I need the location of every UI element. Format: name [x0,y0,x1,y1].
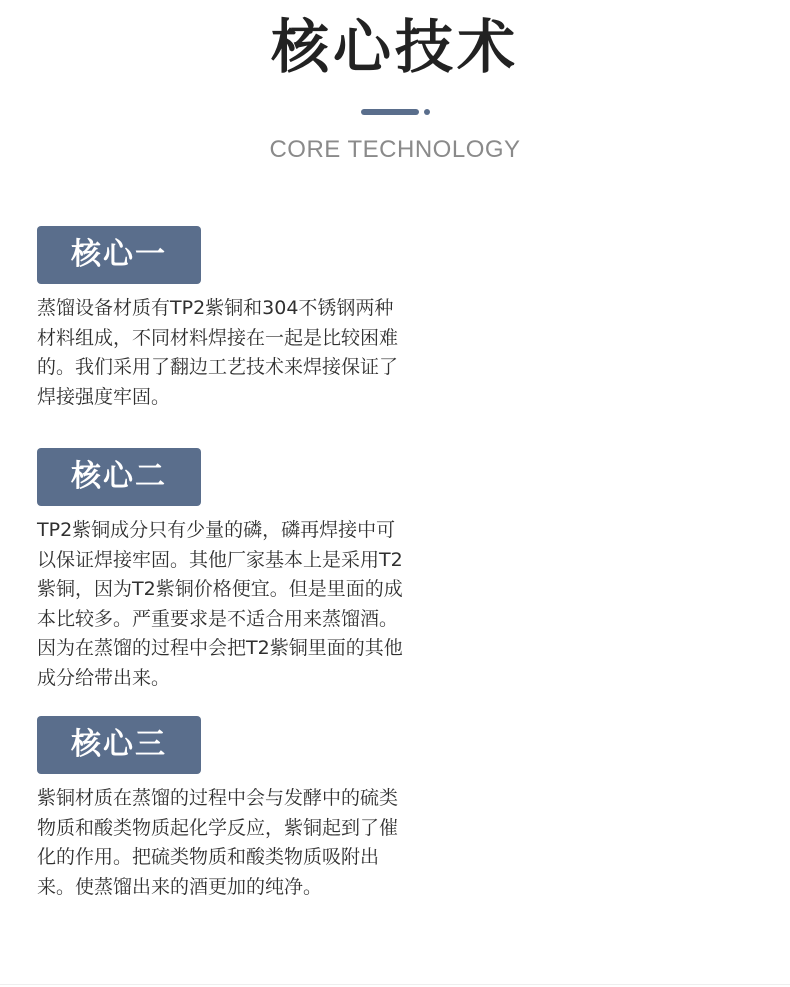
core-section-1 [37,226,417,412]
core-section-2 [37,448,417,693]
section-text: 蒸馏设备材质有TP2紫铜和304不锈钢两种材料组成，不同材料焊接在一起是比较困难的。我们采用了翻边工艺技术来焊接保证了焊接强度牢固。 [37,297,399,408]
title-divider [361,109,431,115]
section-text: 紫铜材质在蒸馏的过程中会与发酵中的硫类物质和酸类物质起化学反应，紫铜起到了催化的作用。把硫类物质和酸类物质吸附出来。使蒸馏出来的酒更加的纯净。 [37,787,399,898]
divider-bar [361,109,419,115]
section-text: TP2紫铜成分只有少量的磷，磷再焊接中可以保证焊接牢固。其他厂家基本上是采用T2紫铜，因为T2紫铜价格便宜。但是里面的成本比较多。严重要求是不适合用来蒸馏酒。因为在蒸馏的过程中会把T2紫铜里面的其他成分给带出来。 [37,519,403,689]
page-subtitle: CORE TECHNOLOGY [269,136,521,163]
section-badge: 核心三 [37,716,201,774]
divider-dot [424,109,430,115]
section-badge: 核心二 [37,448,201,506]
core-section-3 [37,716,417,902]
bottom-divider [0,984,790,985]
page-title: 核心技术 [270,13,519,81]
section-badge: 核心一 [37,226,201,284]
